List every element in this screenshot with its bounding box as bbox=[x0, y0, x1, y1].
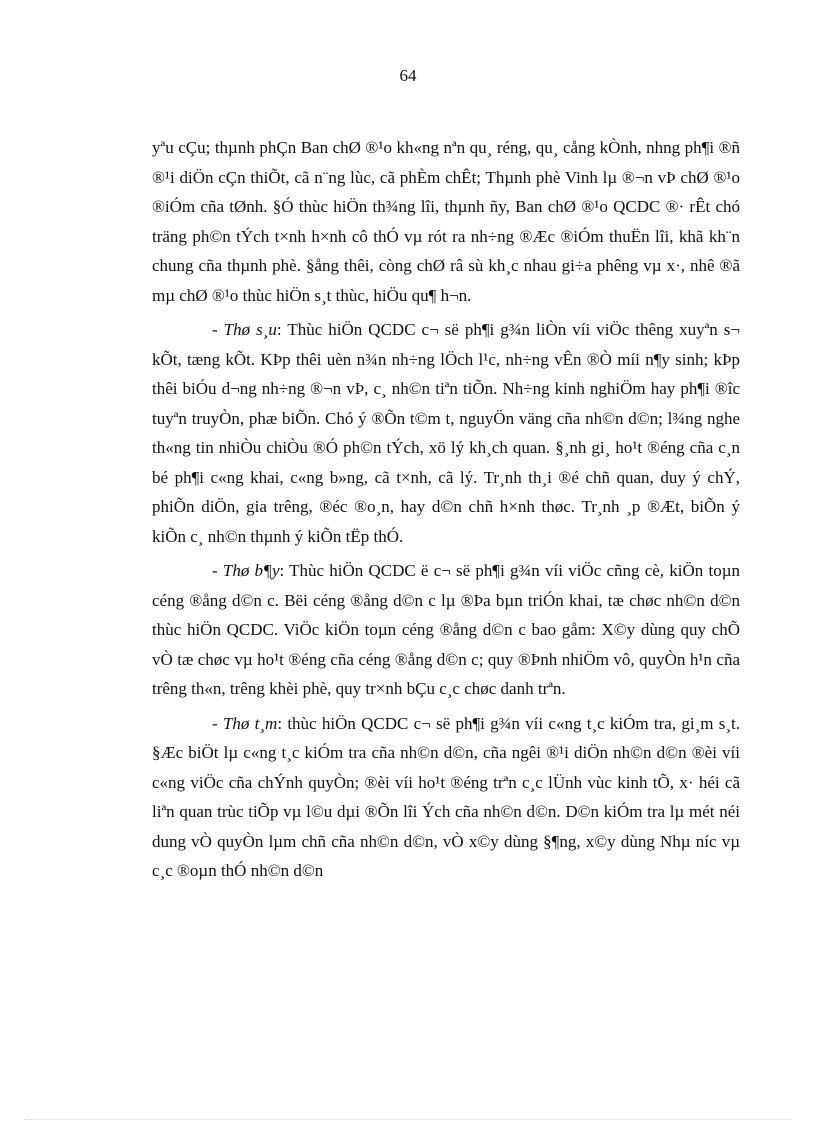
paragraph-label: Thø s¸u bbox=[223, 320, 277, 339]
paragraph-content: : Thùc hiÖn QCDC c¬ së ph¶i g¾n liÒn víi viÖc thêng xuyªn s¬ kÕt, tæng kÕt. KÞp thêi uèn n¾n nh÷ng lÖch l¹c, nh÷ng vÊn ®Ò míi n¶y sinh; kÞp thêi biÓu d¬ng nh÷ng ®¬n vÞ, c¸ nh©n tiªn tiÕn. Nh÷ng kinh nghiÖm hay ph¶i ®îc tuyªn truyÒn, phæ biÕn. Chó ý ®Õn t©m t, nguyÖn väng cña nh©n d©n; l¾ng nghe th«ng tin nhiÒu chiÒu ®Ó ph©n tÝch, xö lý kh¸ch quan. §¸nh gi¸ ho¹t ®éng cña c¸n bé ph¶i c«ng khai, c«ng b»ng, cã t×nh, cã lý. Tr¸nh th¸i ®é chñ quan, duy ý chÝ, phiÕn diÖn, gia trêng, ®éc ®o¸n, hay d©n chñ h×nh thøc. Tr¸nh ¸p ®Æt, biÕn ý kiÕn c¸ nh©n thµnh ý kiÕn tËp thÓ. bbox=[152, 320, 740, 546]
paragraph-content: : thùc hiÖn QCDC c¬ së ph¶i g¾n víi c«ng t¸c kiÓm tra, gi¸m s¸t. §Æc biÖt lµ c«ng t¸c kiÓm tra cña nh©n d©n, cña ngêi ®¹i diÖn nh©n d©n ®èi víi c«ng viÖc cña chÝnh quyÒn; ®èi víi ho¹t ®éng trªn c¸c lÜnh vùc kinh tÕ, x· héi cã liªn quan trùc tiÕp vµ l©u dµi ®Õn lîi Ých cña nh©n d©n. D©n kiÓm tra lµ mét néi dung vÒ quyÒn lµm chñ cña nh©n d©n, vÒ x©y dùng §¶ng, x©y dùng Nhµ níc vµ c¸c ®oµn thÓ nh©n d©n bbox=[152, 713, 740, 880]
paragraph-seventh: - Thø b¶y: Thùc hiÖn QCDC ë c¬ së ph¶i g¾n víi viÖc cñng cè, kiÖn toµn céng ®ång d©n c. Bëi céng ®ång d©n c lµ ®Þa bµn triÓn khai, tæ chøc nh©n d©n thùc hiÖn QCDC. ViÖc kiÖn toµn céng ®ång d©n c bao gåm: X©y dùng quy chÕ vÒ tæ chøc vµ ho¹t ®éng cña céng ®ång d©n c; quy ®Þnh nhiÖm vô, quyÒn h¹n cña trêng th«n, trêng khèi phè, quy tr×nh bÇu c¸c chøc danh trªn. bbox=[152, 561, 740, 698]
paragraph-label: Thø b¶y bbox=[222, 561, 280, 580]
page-bottom-divider bbox=[24, 1119, 792, 1120]
body-text bbox=[152, 133, 740, 891]
paragraph-sixth: - Thø s¸u: Thùc hiÖn QCDC c¬ së ph¶i g¾n liÒn víi viÖc thêng xuyªn s¬ kÕt, tæng kÕt. KÞp thêi uèn n¾n nh÷ng lÖch l¹c, nh÷ng vÊn ®Ò míi n¶y sinh; kÞp thêi biÓu d¬ng nh÷ng ®¬n vÞ, c¸ nh©n tiªn tiÕn. Nh÷ng kinh nghiÖm hay ph¶i ®îc tuyªn truyÒn, phæ biÕn. Chó ý ®Õn t©m t, nguyÖn väng cña nh©n d©n; l¾ng nghe th«ng tin nhiÒu chiÒu ®Ó ph©n tÝch, xö lý kh¸ch quan. §¸nh gi¸ ho¹t ®éng cña c¸n bé ph¶i c«ng khai, c«ng b»ng, cã t×nh, cã lý. Tr¸nh th¸i ®é chñ quan, duy ý chÝ, phiÕn diÖn, gia trêng, ®éc ®o¸n, hay d©n chñ h×nh thøc. Tr¸nh ¸p ®Æt, biÕn ý kiÕn c¸ nh©n thµnh ý kiÕn tËp thÓ. bbox=[152, 320, 740, 546]
paragraph-label: Thø t¸m bbox=[222, 713, 278, 733]
paragraph-content: : Thùc hiÖn QCDC ë c¬ së ph¶i g¾n víi viÖc cñng cè, kiÖn toµn céng ®ång d©n c. Bëi céng ®ång d©n c lµ ®Þa bµn triÓn khai, tæ chøc nh©n d©n thùc hiÖn QCDC. ViÖc kiÖn toµn céng ®ång d©n c bao gåm: X©y dùng quy chÕ vÒ tæ chøc vµ ho¹t ®éng cña céng ®ång d©n c; quy ®Þnh nhiÖm vô, quyÒn h¹n cña trêng th«n, trêng khèi phè, quy tr×nh bÇu c¸c chøc danh trªn. bbox=[152, 561, 740, 698]
page-number: 64 bbox=[399, 66, 417, 85]
paragraph-intro: yªu cÇu; thµnh phÇn Ban chØ ®¹o kh«ng nªn qu¸ réng, qu¸ cång kÒnh, nhng ph¶i ®ñ ®¹i diÖn cÇn thiÕt, cã n¨ng lùc, cã phÈm chÊt; Thµnh phè Vinh lµ ®¬n vÞ chØ ®¹o ®iÓm cña tØnh. §Ó thùc hiÖn th¾ng lîi, thµnh ñy, Ban chØ ®¹o QCDC ®· rÊt chó träng ph©n tÝch t×nh h×nh cô thÓ vµ rót ra nh÷ng ®Æc ®iÓm thuËn lîi, khã kh¨n chung cña thµnh phè. §ång thêi, còng chØ râ sù kh¸c nhau gi÷a phêng vµ x·, nhê ®ã mµ chØ ®¹o thùc hiÖn s¸t thùc, hiÖu qu¶ h¬n. bbox=[152, 138, 740, 305]
paragraph-eighth: - Thø t¸m: thùc hiÖn QCDC c¬ së ph¶i g¾n víi c«ng t¸c kiÓm tra, gi¸m s¸t. §Æc biÖt lµ c«ng t¸c kiÓm tra cña nh©n d©n, cña ngêi ®¹i diÖn nh©n d©n ®èi víi c«ng viÖc cña chÝnh quyÒn; ®èi víi ho¹t ®éng trªn c¸c lÜnh vùc kinh tÕ, x· héi cã liªn quan trùc tiÕp vµ l©u dµi ®Õn lîi Ých cña nh©n d©n. D©n kiÓm tra lµ mét néi dung vÒ quyÒn lµm chñ cña nh©n d©n, vÒ x©y dùng §¶ng, x©y dùng Nhµ níc vµ c¸c ®oµn thÓ nh©n d©n bbox=[152, 713, 740, 880]
